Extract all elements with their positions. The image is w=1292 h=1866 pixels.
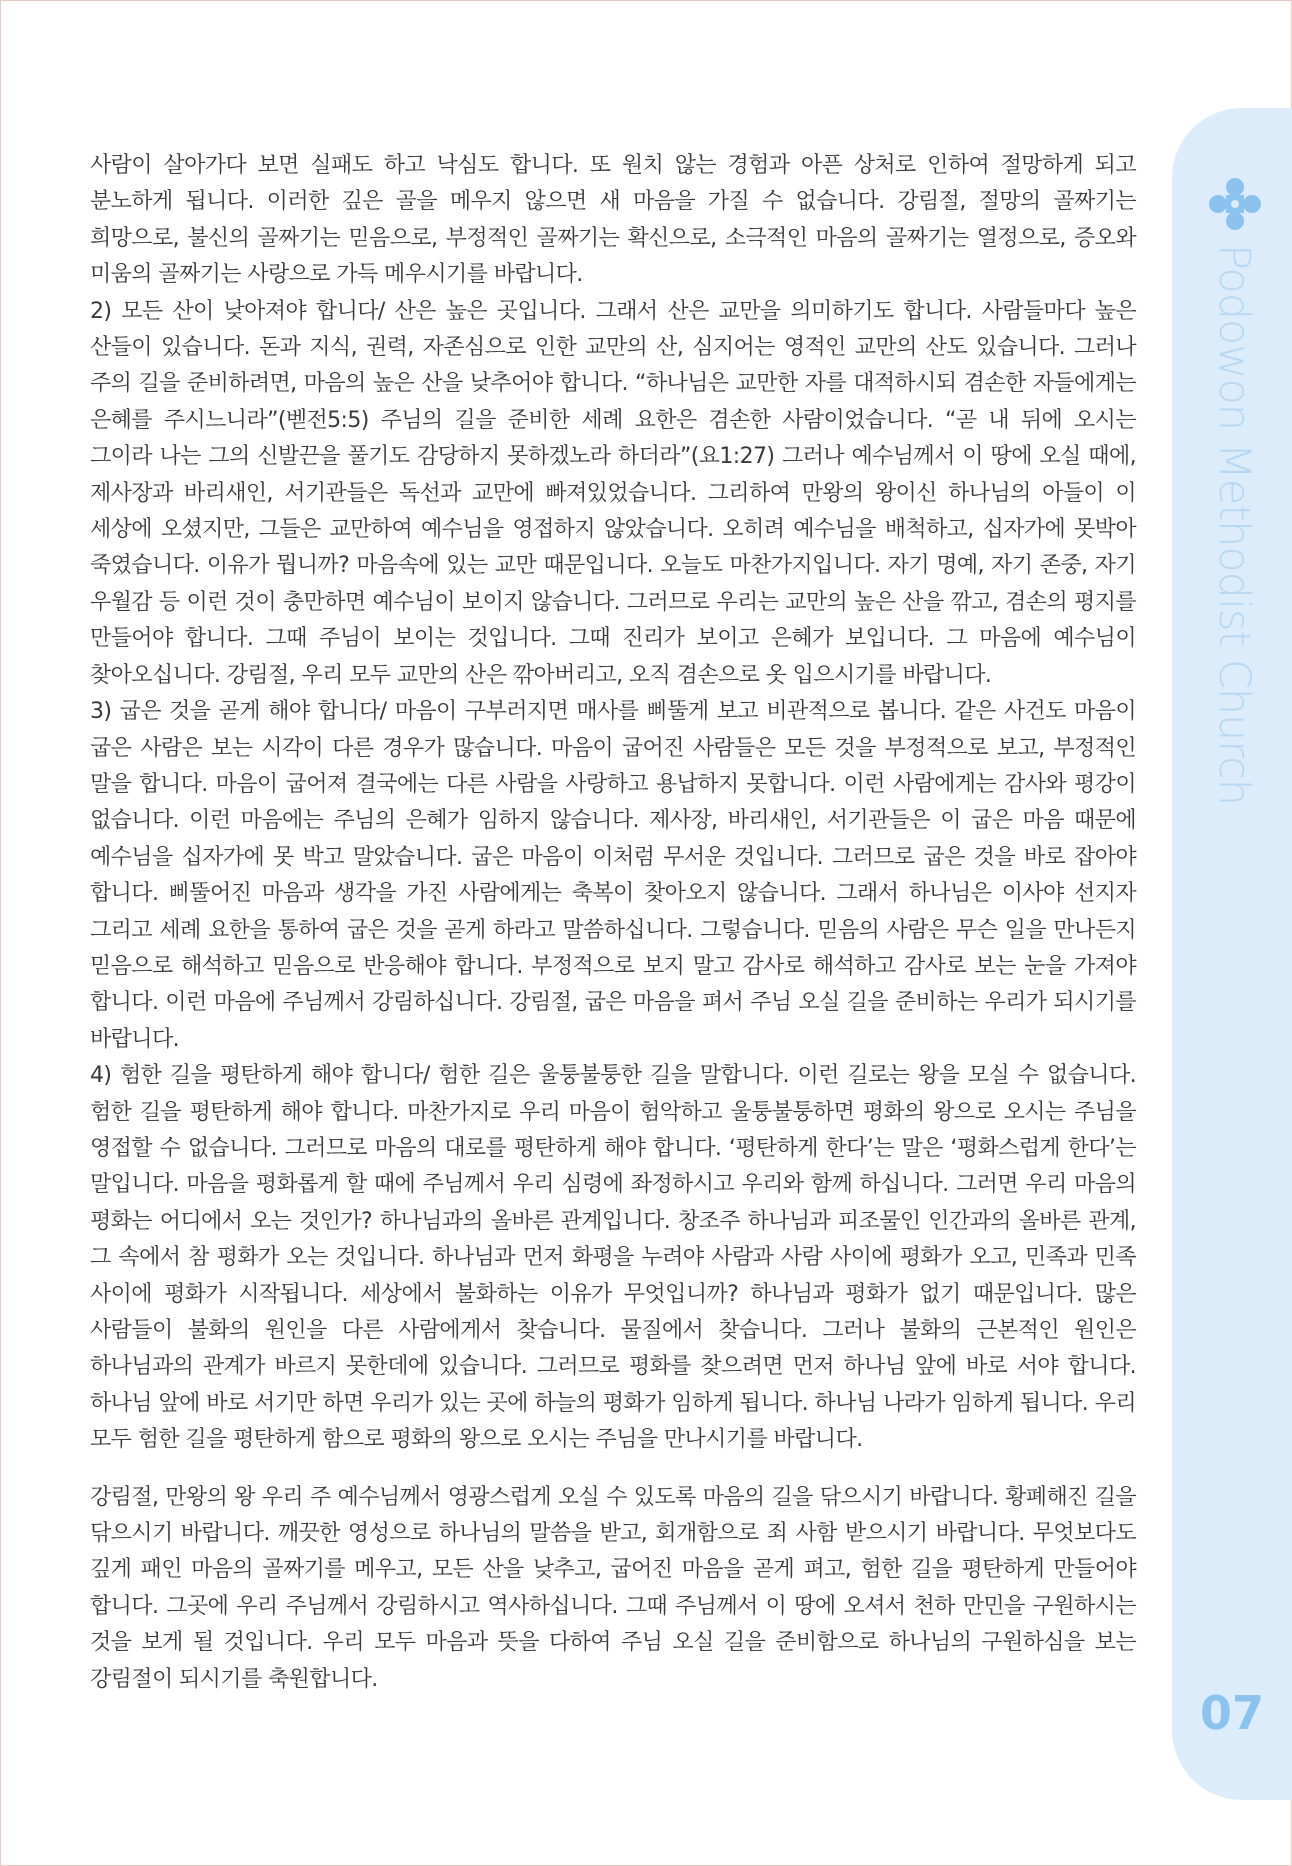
- page-number: 07: [1200, 1686, 1265, 1740]
- article-body: [90, 148, 1136, 1698]
- paragraph-2: 2) 모든 산이 낮아져야 합니다/ 산은 높은 곳입니다. 그래서 산은 교만을 의미하기도 합니다. 사람들마다 높은 산들이 있습니다. 돈과 지식, 권력, 자존심으로 인한 교만의 산, 심지어는 영적인 교만의 산도 있습니다. 그러나 주의 길을 준비하려면, 마음의 높은 산을 낮추어야 합니다. “하나님은 교만한 자를 대적하시되 겸손한 자들에게는 은혜를 주시느니라”(벧전5:5) 주님의 길을 준비한 세례 요한은 겸손한 사람이었습니다. “곧 내 뒤에 오시는 그이라 나는 그의 신발끈을 풀기도 감당하지 못하겠노라 하더라”(요1:27) 그러나 예수님께서 이 땅에 오실 때에, 제사장과 바리새인, 서기관들은 독선과 교만에 빠져있었습니다. 그리하여 만왕의 왕이신 하나님의 아들이 이 세상에 오셨지만, 그들은 교만하여 예수님을 영접하지 않았습니다. 오히려 예수님을 배척하고, 십자가에 못박아 죽였습니다. 이유가 뭡니까? 마음속에 있는 교만 때문입니다. 오늘도 마찬가지입니다. 자기 명예, 자기 존중, 자기 우월감 등 이런 것이 충만하면 예수님이 보이지 않습니다. 그러므로 우리는 교만의 높은 산을 깎고, 겸손의 평지를 만들어야 합니다. 그때 주님이 보이는 것입니다. 그때 진리가 보이고 은혜가 보입니다. 그 마음에 예수님이 찾아오십니다. 강림절, 우리 모두 교만의 산은 깎아버리고, 오직 겸손으로 옷 입으시기를 바랍니다.: [90, 298, 1136, 688]
- paragraph-4: 4) 험한 길을 평탄하게 해야 합니다/ 험한 길은 울퉁불퉁한 길을 말합니다. 이런 길로는 왕을 모실 수 없습니다. 험한 길을 평탄하게 해야 합니다. 마찬가지로 우리 마음이 험악하고 울퉁불퉁하면 평화의 왕으로 오시는 주님을 영접할 수 없습니다. 그러므로 마음의 대로를 평탄하게 해야 합니다. ‘평탄하게 한다’는 말은 ‘평화스럽게 한다’는 말입니다. 마음을 평화롭게 할 때에 주님께서 우리 심령에 좌정하시고 우리와 함께 하십니다. 그러면 우리 마음의 평화는 어디에서 오는 것인가? 하나님과의 올바른 관계입니다. 창조주 하나님과 피조물인 인간과의 올바른 관계, 그 속에서 참 평화가 오는 것입니다. 하나님과 먼저 화평을 누려야 사람과 사람 사이에 평화가 오고, 민족과 민족 사이에 평화가 시작됩니다. 세상에서 불화하는 이유가 무엇입니까? 하나님과 평화가 없기 때문입니다. 많은 사람들이 불화의 원인을 다른 사람에게서 찾습니다. 물질에서 찾습니다. 그러나 불화의 근본적인 원인은 하나님과의 관계가 바르지 못한데에 있습니다. 그러므로 평화를 찾으려면 먼저 하나님 앞에 바로 서야 합니다. 하나님 앞에 바로 서기만 하면 우리가 있는 곳에 하늘의 평화가 임하게 됩니다. 하나님 나라가 임하게 됩니다. 우리 모두 험한 길을 평탄하게 함으로 평화의 왕으로 오시는 주님을 만나시기를 바랍니다.: [90, 1063, 1136, 1453]
- paragraph-1: 사람이 살아가다 보면 실패도 하고 낙심도 합니다. 또 원치 않는 경험과 아픈 상처로 인하여 절망하게 되고 분노하게 됩니다. 이러한 깊은 골을 메우지 않으면 새 마음을 가질 수 없습니다. 강림절, 절망의 골짜기는 희망으로, 불신의 골짜기는 믿음으로, 부정적인 골짜기는 확신으로, 소극적인 마음의 골짜기는 열정으로, 증오와 미움의 골짜기는 사랑으로 가득 메우시기를 바랍니다.: [90, 153, 1136, 288]
- paragraph-3: 3) 굽은 것을 곧게 해야 합니다/ 마음이 구부러지면 매사를 삐뚤게 보고 비관적으로 봅니다. 같은 사건도 마음이 굽은 사람은 보는 시각이 다른 경우가 많습니다. 마음이 굽어진 사람들은 모든 것을 부정적으로 보고, 부정적인 말을 합니다. 마음이 굽어져 결국에는 다른 사람을 사랑하고 용납하지 못합니다. 이런 사람에게는 감사와 평강이 없습니다. 이런 마음에는 주님의 은혜가 임하지 않습니다. 제사장, 바리새인, 서기관들은 이 굽은 마음 때문에 예수님을 십자가에 못 박고 말았습니다. 굽은 마음이 이처럼 무서운 것입니다. 그러므로 굽은 것을 바로 잡아야 합니다. 삐뚤어진 마음과 생각을 가진 사람에게는 축복이 찾아오지 않습니다. 그래서 하나님은 이사야 선지자 그리고 세례 요한을 통하여 굽은 것을 곧게 하라고 말씀하십니다. 그렇습니다. 믿음의 사람은 무슨 일을 만나든지 믿음으로 해석하고 믿음으로 반응해야 합니다. 부정적으로 보지 말고 감사로 해석하고 감사로 보는 눈을 가져야 합니다. 이런 마음에 주님께서 강림하십니다. 강림절, 굽은 마음을 펴서 주님 오실 길을 준비하는 우리가 되시기를 바랍니다.: [90, 699, 1136, 1052]
- cross-flower-icon: [1209, 178, 1261, 230]
- church-name: Podowon Methodist Church: [1209, 244, 1259, 806]
- paragraph-5: 강림절, 만왕의 왕 우리 주 예수님께서 영광스럽게 오실 수 있도록 마음의 길을 닦으시기 바랍니다. 황폐해진 길을 닦으시기 바랍니다. 깨끗한 영성으로 하나님의 말씀을 받고, 회개함으로 죄 사함 받으시기 바랍니다. 무엇보다도 깊게 패인 마음의 골짜기를 메우고, 모든 산을 낮추고, 굽어진 마음을 곧게 펴고, 험한 길을 평탄하게 만들어야 합니다. 그곳에 우리 주님께서 강림하시고 역사하십니다. 그때 주님께서 이 땅에 오셔서 천하 만민을 구원하시는 것을 보게 될 것입니다. 우리 모두 마음과 뜻을 다하여 주님 오실 길을 준비함으로 하나님의 구원하심을 보는 강림절이 되시기를 축원합니다.: [90, 1484, 1136, 1692]
